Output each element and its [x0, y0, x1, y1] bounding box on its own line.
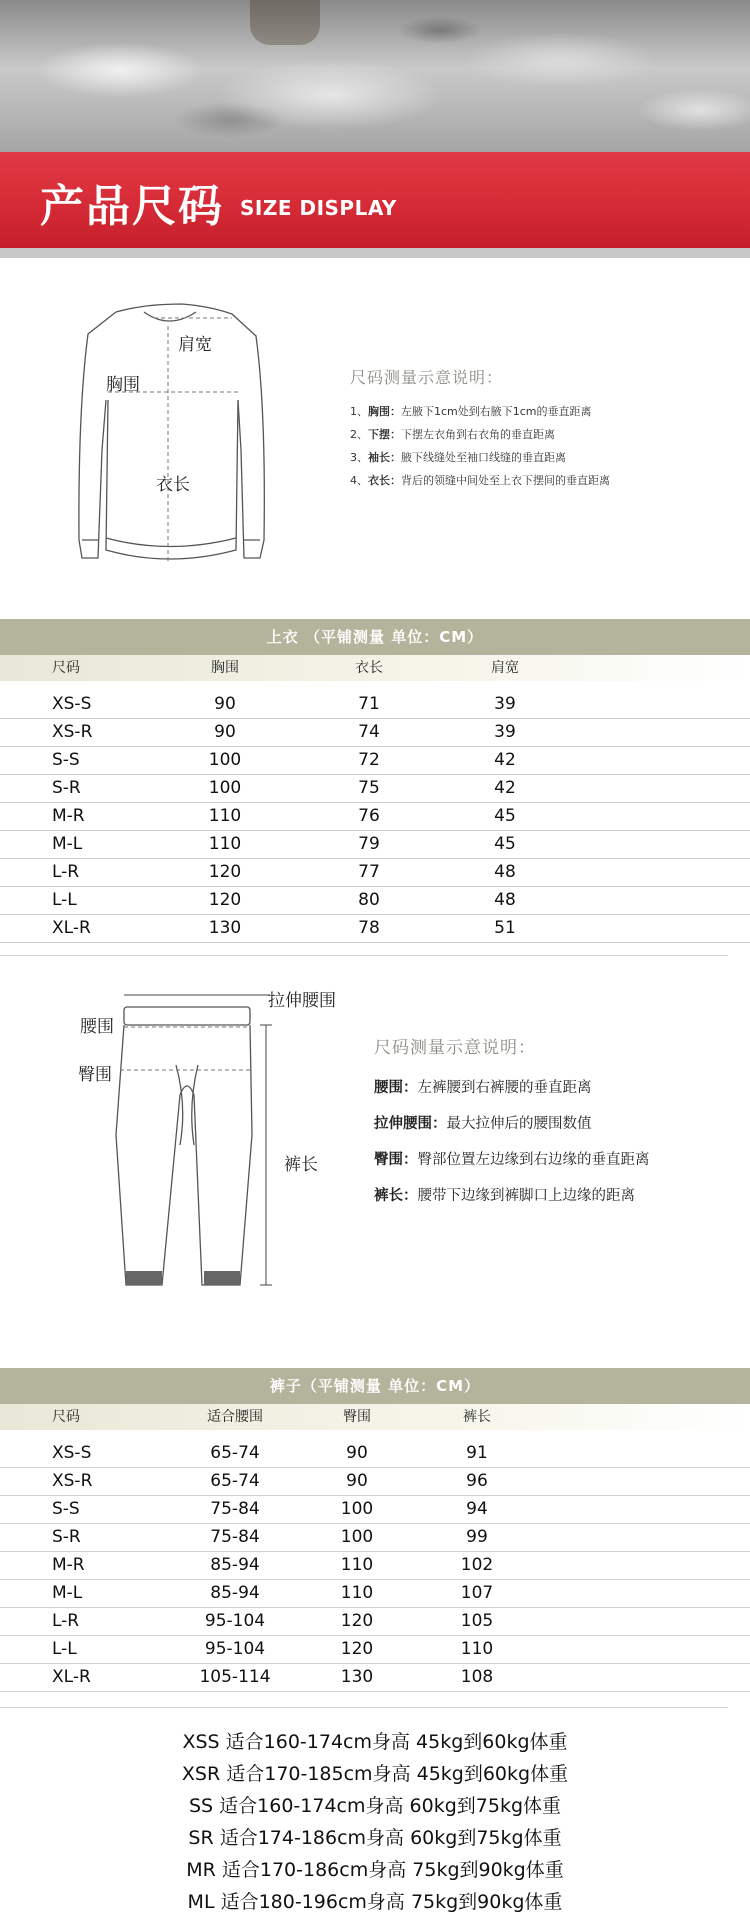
table-cell: 39 — [494, 722, 516, 742]
header-size: 尺码 — [52, 1409, 80, 1425]
table-cell: 95-104 — [204, 1639, 266, 1659]
table-spacer — [0, 681, 750, 691]
table-cell: 99 — [466, 1527, 488, 1547]
table-row — [0, 1496, 750, 1524]
table-cell: XS-R — [52, 1471, 93, 1491]
header-hip: 臀围 — [343, 1409, 371, 1425]
shirt-notes-title: 尺码测量示意说明： — [350, 368, 504, 387]
table-cell: 91 — [466, 1443, 488, 1463]
header-length: 衣长 — [355, 660, 383, 676]
table-cell: 76 — [358, 806, 380, 826]
table-row — [0, 915, 750, 943]
shirt-notes — [350, 365, 610, 492]
shirt-label-chest: 胸围 — [106, 375, 140, 395]
title-banner — [0, 152, 750, 248]
table-cell: 65-74 — [210, 1471, 260, 1491]
table-cell: 48 — [494, 862, 516, 882]
table-row — [0, 859, 750, 887]
table-row — [0, 691, 750, 719]
table-row — [0, 719, 750, 747]
table-cell: 110 — [340, 1555, 374, 1575]
table-cell: 100 — [340, 1499, 374, 1519]
table-cell: L-L — [52, 890, 77, 910]
table-row — [0, 887, 750, 915]
pants-size-table — [0, 1368, 750, 1692]
hero-figure — [250, 0, 320, 45]
fit-guide-line: ML 适合180-196cm身高 75kg到90kg体重 — [187, 1891, 563, 1913]
hero-photo — [0, 0, 750, 152]
table-cell: XS-S — [52, 1443, 92, 1463]
table-cell: 75-84 — [210, 1527, 260, 1547]
table-cell: M-R — [52, 806, 85, 826]
table-cell: 51 — [494, 918, 516, 938]
fit-guide-line: SS 适合160-174cm身高 60kg到75kg体重 — [188, 1795, 562, 1817]
table-cell: 72 — [358, 750, 380, 770]
table-cell: 79 — [358, 834, 380, 854]
table-cell: 108 — [460, 1667, 494, 1687]
top-table-header-row — [0, 655, 750, 681]
table-row — [0, 1552, 750, 1580]
table-cell: M-R — [52, 1555, 85, 1575]
table-cell: 110 — [340, 1583, 374, 1603]
shirt-note: 4、衣长：背后的领缝中间处至上衣下摆间的垂直距离 — [350, 474, 610, 487]
table-row — [0, 1524, 750, 1552]
table-cell: 45 — [494, 806, 516, 826]
pants-table-title: 裤子（平铺测量 单位：CM） — [0, 1368, 750, 1404]
table-row — [0, 803, 750, 831]
fit-guide-line: XSR 适合170-185cm身高 45kg到60kg体重 — [181, 1763, 569, 1785]
banner-title-en: SIZE DISPLAY — [240, 196, 397, 220]
header-shoulder: 肩宽 — [491, 660, 519, 676]
table-cell: 39 — [494, 694, 516, 714]
table-cell: 102 — [460, 1555, 494, 1575]
table-cell: 48 — [494, 890, 516, 910]
top-table-title: 上衣 （平铺测量 单位：CM） — [0, 619, 750, 655]
table-cell: 120 — [340, 1639, 374, 1659]
table-cell: 90 — [346, 1471, 368, 1491]
table-cell: XS-R — [52, 722, 93, 742]
table-cell: 78 — [358, 918, 380, 938]
header-length: 裤长 — [463, 1409, 491, 1425]
pants-table-header-row — [0, 1404, 750, 1430]
table-cell: XL-R — [52, 1667, 91, 1687]
table-spacer — [0, 1430, 750, 1440]
table-cell: 107 — [460, 1583, 494, 1603]
table-row — [0, 1580, 750, 1608]
table-cell: 77 — [358, 862, 380, 882]
shirt-sketch — [44, 300, 274, 580]
section-divider — [0, 955, 728, 956]
pants-note: 裤长：腰带下边缘到裤脚口上边缘的距离 — [374, 1188, 635, 1204]
shirt-note: 3、袖长：腋下线缝处至袖口线缝的垂直距离 — [350, 451, 566, 464]
table-cell: 42 — [494, 778, 516, 798]
header-chest: 胸围 — [211, 660, 239, 676]
table-cell: 74 — [358, 722, 380, 742]
table-cell: 130 — [340, 1667, 374, 1687]
shirt-label-length: 衣长 — [156, 475, 190, 495]
table-cell: 71 — [358, 694, 380, 714]
table-cell: 42 — [494, 750, 516, 770]
fit-guide-line: MR 适合170-186cm身高 75kg到90kg体重 — [186, 1859, 564, 1881]
table-cell: 45 — [494, 834, 516, 854]
table-cell: M-L — [52, 1583, 83, 1603]
banner-underline — [0, 248, 750, 258]
table-cell: 120 — [208, 862, 242, 882]
pants-label-stretch-waist: 拉伸腰围 — [268, 991, 336, 1011]
table-cell: 110 — [460, 1639, 494, 1659]
table-cell: 105 — [460, 1611, 494, 1631]
top-size-table — [0, 619, 750, 943]
pants-label-length: 裤长 — [284, 1155, 318, 1175]
table-cell: 96 — [466, 1471, 488, 1491]
shirt-label-shoulder: 肩宽 — [178, 335, 212, 355]
table-cell: 75-84 — [210, 1499, 260, 1519]
table-cell: 95-104 — [204, 1611, 266, 1631]
table-cell: 90 — [214, 694, 236, 714]
table-cell: 120 — [208, 890, 242, 910]
pants-notes — [374, 1033, 650, 1214]
table-cell: XL-R — [52, 918, 91, 938]
shirt-note: 2、下摆：下摆左衣角到右衣角的垂直距离 — [350, 428, 555, 441]
table-cell: L-R — [52, 1611, 80, 1631]
pants-notes-title: 尺码测量示意说明： — [374, 1038, 536, 1058]
pants-note: 拉伸腰围：最大拉伸后的腰围数值 — [374, 1116, 592, 1132]
shirt-note: 1、胸围：左腋下1cm处到右腋下1cm的垂直距离 — [350, 405, 592, 418]
table-cell: 90 — [214, 722, 236, 742]
table-cell: XS-S — [52, 694, 92, 714]
table-cell: 105-114 — [199, 1667, 271, 1687]
table-row — [0, 1664, 750, 1692]
fit-guide — [0, 1726, 750, 1918]
table-cell: 100 — [208, 778, 242, 798]
table-row — [0, 831, 750, 859]
pants-table-body — [0, 1440, 750, 1692]
table-row — [0, 1440, 750, 1468]
table-row — [0, 1636, 750, 1664]
table-cell: 110 — [208, 806, 242, 826]
table-row — [0, 747, 750, 775]
header-waist: 适合腰围 — [207, 1409, 263, 1425]
table-row — [0, 1608, 750, 1636]
pants-note: 臀围：臀部位置左边缘到右边缘的垂直距离 — [374, 1152, 650, 1168]
pants-label-waist: 腰围 — [80, 1017, 114, 1037]
table-cell: 110 — [208, 834, 242, 854]
table-cell: 85-94 — [210, 1555, 260, 1575]
banner-title-cn: 产品尺码 — [40, 181, 224, 232]
table-cell: 80 — [358, 890, 380, 910]
table-row — [0, 1468, 750, 1496]
pants-label-hip: 臀围 — [78, 1065, 112, 1085]
table-cell: 100 — [340, 1527, 374, 1547]
fit-guide-line: SR 适合174-186cm身高 60kg到75kg体重 — [188, 1827, 562, 1849]
header-size: 尺码 — [52, 660, 80, 676]
table-cell: L-L — [52, 1639, 77, 1659]
table-cell: 120 — [340, 1611, 374, 1631]
table-cell: 90 — [346, 1443, 368, 1463]
table-cell: 100 — [208, 750, 242, 770]
table-cell: S-R — [52, 1527, 81, 1547]
table-cell: 94 — [466, 1499, 488, 1519]
table-cell: S-S — [52, 750, 80, 770]
table-cell: S-R — [52, 778, 81, 798]
table-cell: S-S — [52, 1499, 80, 1519]
table-cell: 130 — [208, 918, 242, 938]
table-cell: 65-74 — [210, 1443, 260, 1463]
table-cell: 75 — [358, 778, 380, 798]
fit-guide-line: XSS 适合160-174cm身高 45kg到60kg体重 — [182, 1731, 568, 1753]
table-row — [0, 775, 750, 803]
section-divider — [0, 1707, 728, 1708]
table-cell: 85-94 — [210, 1583, 260, 1603]
table-cell: M-L — [52, 834, 83, 854]
pants-note: 腰围：左裤腰到右裤腰的垂直距离 — [374, 1080, 592, 1096]
top-table-body — [0, 691, 750, 943]
table-cell: L-R — [52, 862, 80, 882]
